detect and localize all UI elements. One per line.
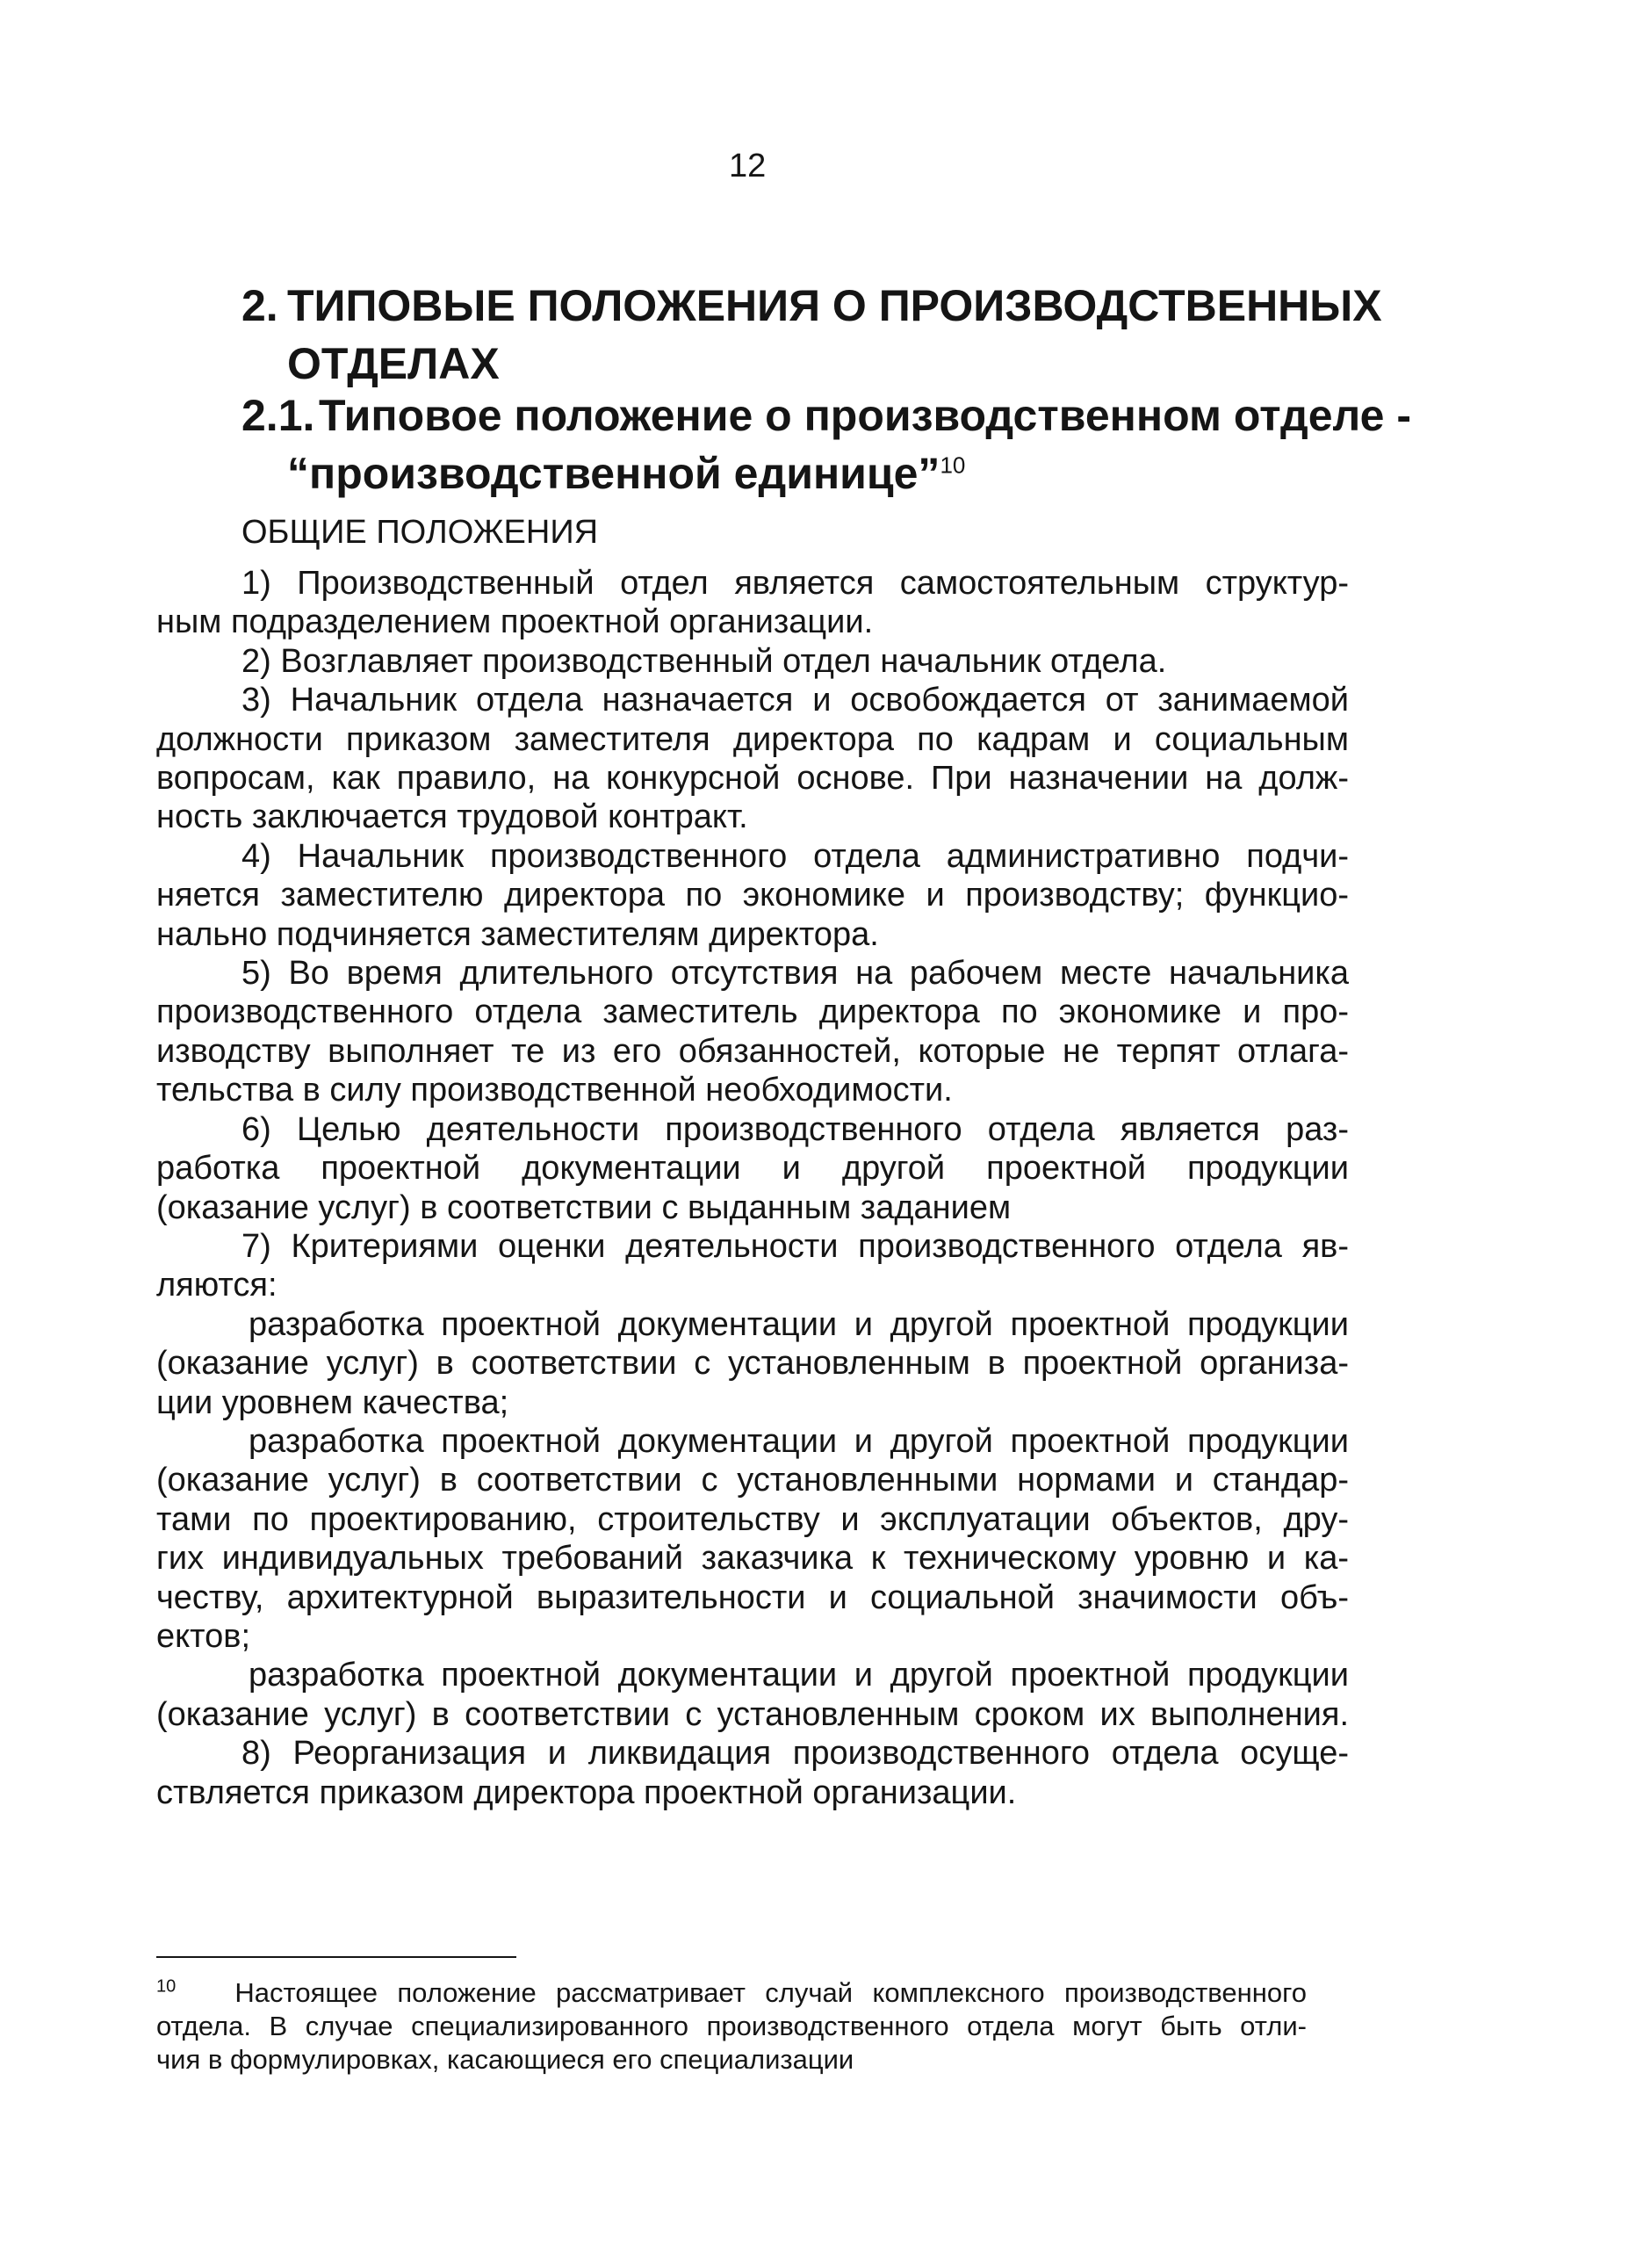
chapter-title-line-2: ОТДЕЛАХ — [287, 339, 500, 388]
body-line: производственного отдела заместитель директора по экономике и про- — [156, 993, 1349, 1031]
body-line: 4) Начальник производственного отдела административно подчи- — [241, 837, 1349, 875]
body-line: 2) Возглавляет производственный отдел начальник отдела. — [241, 642, 1167, 680]
body-line: (оказание услуг) в соответствии с установленным в проектной организа- — [156, 1345, 1349, 1383]
subsection-title: ОБЩИЕ ПОЛОЖЕНИЯ — [241, 514, 599, 551]
footnote-line-1: Настоящее положение рассматривает случай комплексного производственного — [234, 1977, 1307, 2008]
body-line: 7) Критериями оценки деятельности производственного отдела яв- — [241, 1227, 1349, 1265]
chapter-number: 2. — [241, 281, 278, 330]
section-title-line-1: Типовое положение о производственном отделе - — [319, 391, 1411, 440]
body-line: 6) Целью деятельности производственного отдела является раз- — [241, 1110, 1349, 1148]
body-line: ляются: — [156, 1267, 277, 1304]
body-line: 1) Производственный отдел является самостоятельным структур- — [241, 565, 1349, 602]
body-line: честву, архитектурной выразительности и социальной значимости объ- — [156, 1578, 1349, 1616]
section-number: 2.1. — [241, 391, 315, 440]
body-line: ции уровнем качества; — [156, 1383, 509, 1421]
body-line: 5) Во время длительного отсутствия на рабочем месте начальника — [241, 955, 1349, 993]
body-line: гих индивидуальных требований заказчика к техническому уровню и ка- — [156, 1540, 1349, 1578]
body-line: разработка проектной документации и другой проектной продукции — [249, 1657, 1349, 1694]
body-line: 3) Начальник отдела назначается и освобождается от занимаемой — [241, 682, 1349, 719]
section-title-line-2: “производственной единице” — [287, 449, 940, 498]
footnote-reference: 10 — [940, 451, 966, 479]
body-line: тами по проектированию, строительству и эксплуатации объектов, дру- — [156, 1500, 1349, 1538]
body-text — [156, 564, 1349, 1812]
body-line: разработка проектной документации и другой проектной продукции — [249, 1305, 1349, 1343]
body-line: работка проектной документации и другой проектной продукции — [156, 1150, 1349, 1188]
body-line: 8) Реорганизация и ликвидация производственного отдела осуще- — [241, 1735, 1349, 1773]
chapter-title-line-1: ТИПОВЫЕ ПОЛОЖЕНИЯ О ПРОИЗВОДСТВЕННЫХ — [287, 281, 1382, 330]
section-heading — [241, 386, 1411, 502]
body-line: ным подразделением проектной организации. — [156, 603, 874, 641]
body-line: нально подчиняется заместителям директора. — [156, 915, 879, 953]
body-line: ствляется приказом директора проектной организации. — [156, 1773, 1017, 1811]
chapter-heading — [241, 277, 1382, 393]
body-line: должности приказом заместителя директора по кадрам и социальным — [156, 720, 1349, 758]
body-line: ность заключается трудовой контракт. — [156, 798, 748, 836]
body-line: ектов; — [156, 1617, 251, 1655]
body-line: (оказание услуг) в соответствии с установленными нормами и стандар- — [156, 1462, 1349, 1499]
page-number: 12 — [729, 148, 767, 184]
body-line: (оказание услуг) в соответствии с установленным сроком их выполнения. — [156, 1695, 1349, 1733]
body-line: (оказание услуг) в соответствии с выданным заданием — [156, 1188, 1012, 1226]
footnote-separator — [156, 1956, 516, 1958]
body-line: вопросам, как правило, на конкурсной основе. При назначении на долж- — [156, 760, 1349, 798]
footnote-line-2: отдела. В случае специализированного производственного отдела могут быть отли- — [156, 2011, 1307, 2041]
body-line: няется заместителю директора по экономике и производству; функцио- — [156, 877, 1349, 914]
footnote-marker: 10 — [156, 1976, 177, 1997]
footnote — [156, 1976, 1307, 2077]
body-line: изводству выполняет те из его обязанностей, которые не терпят отлага- — [156, 1032, 1349, 1070]
body-line: тельства в силу производственной необходимости. — [156, 1072, 953, 1109]
footnote-line-3: чия в формулировках, касающиеся его специализации — [156, 2044, 854, 2075]
body-line: разработка проектной документации и другой проектной продукции — [249, 1422, 1349, 1460]
